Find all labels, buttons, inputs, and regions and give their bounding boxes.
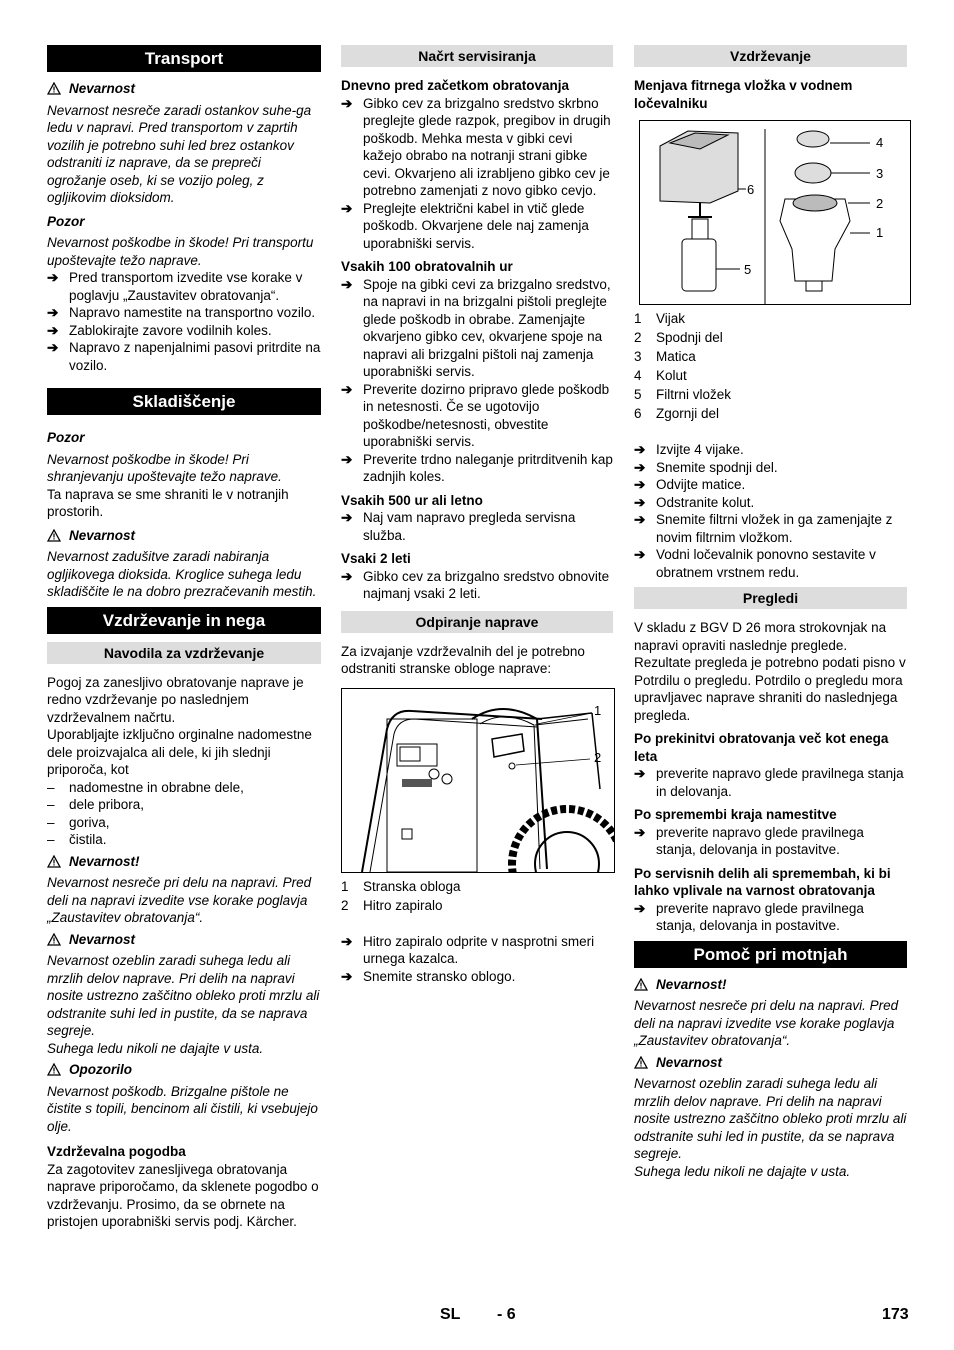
step-item: ➔ preverite napravo glede pravilnega stanja in delovanja. [634,766,904,799]
step-item: ➔ Odvijte matice. [634,477,746,492]
danger-text: Nevarnost ozeblin zaradi suhega ledu ali mrzlih delov naprave. Pri delih na napravi nosite ustrezno zaščitno obleko proti mrzlu ali odstranite suhi led in pustite, da se naprava segreje. [47,953,320,1038]
arrow-icon: ➔ [341,968,353,984]
step-item: ➔ Odstranite kolut. [634,494,755,510]
legend-item: 6 Zgornji del [634,406,720,421]
section-title-care: Vzdrževanje in nega [47,607,321,634]
section-title-storage: Skladiščenje [47,388,321,415]
step-item: ➔ Napravo namestite na transportno vozilo. [47,305,316,320]
figure-callout: 4 [876,135,884,150]
storage-text: Ta naprava se sme shraniti le v notranjih prostorih. [47,486,289,519]
warning-heading: Opozorilo [47,1061,321,1079]
danger-label: Nevarnost [69,527,136,543]
step-item: ➔ Snemite stransko oblogo. [341,968,516,984]
step-item: ➔ Snemite filtrni vložek in ga zamenjajte z novim filtrnim vložkom. [634,512,893,545]
danger-heading: Nevarnost! [47,853,321,871]
arrow-icon: ➔ [634,900,646,916]
danger-text: Nevarnost nesreče pri delu na napravi. Pred deli na napravi izvedite vse korake poglavja „Zaustavitev obratovanja“. [47,875,312,925]
arrow-icon: ➔ [341,200,353,216]
figure-callout: 1 [876,225,884,240]
subsection-title: Pregledi [634,587,907,609]
step-item: ➔ Preverite trdno naleganje pritrditvenih kap zadnjih koles. [341,451,613,484]
step-item: ➔ Pred transportom izvedite vse korake v poglavju „Zaustavitev obratovanja“. [47,270,303,303]
filter-heading: Menjava fitrnega vložka v vodnem ločevalniku [634,78,853,111]
step-item: ➔ Vodni ločevalnik ponovno sestavite v obratnem vrstnem redu. [634,547,876,580]
warning-text: Nevarnost poškodb. Brizgalne pištole ne čistite s topili, bencinom ali čistili, ki vsebujejo olje. [47,1083,318,1134]
step-item: ➔ Spoje na gibki cevi za brizgalno sredstvo, na napravi in na brizgalni pištoli preglejte glede poškodb in obrabe. Zamenjajte okvarjeno gibko cev, okvarjene spoje na napravi ali brizgalni pištoli naj zamenja uporabniški servis. [341,276,611,379]
legend-item: 4 Kolut [634,368,687,383]
section-title-troubleshooting: Pomoč pri motnjah [634,941,907,968]
warning-triangle-icon [47,82,61,95]
interval-heading: Vsakih 100 obratovalnih ur [341,259,513,274]
figure-callout: 6 [747,182,755,197]
step-item: ➔ Gibko cev za brizgalno sredstvo skrbno preglejte glede razpok, pregibov in drugih poškodb. Mehka mesta v gibki cevi kažejo obrabo na notranji strani gibke cevi. Okvarjeno ali izrabljeno gibko cev je potrebno zamenjati z novo gibko cevjo. [341,95,611,198]
arrow-icon: ➔ [47,340,59,355]
danger-text: Nevarnost ozeblin zaradi suhega ledu ali mrzlih delov naprave. Pri delih na napravi nosite ustrezno zaščitno obleko proti mrzlu ali odstranite suhi led in pustite, da se naprava segreje. [634,1076,907,1161]
machine-illustration [342,689,614,872]
warning-triangle-icon [634,1056,648,1069]
legend-item: 1 Stranska obloga [341,878,461,894]
step-item: ➔ Napravo z napenjalnimi pasovi pritrdite na vozilo. [47,340,321,373]
arrow-icon: ➔ [634,766,646,781]
step-item: ➔ Preverite dozirno pripravo glede poškodb in netesnosti. Če se ugotovijo poškodbe/netesnosti, obvestite uporabniški servis. [341,381,610,449]
danger-heading: Nevarnost! [634,976,907,994]
inspection-heading: Po spremembi kraja namestitve [634,807,837,822]
figure-callout: 2 [876,196,884,211]
step-item: ➔ preverite napravo glede pravilnega stanja, delovanja in postavitve. [634,824,864,857]
arrow-icon: ➔ [341,95,353,111]
caution-label: Pozor [47,213,85,229]
figure-callout: 3 [876,166,884,181]
arrow-icon: ➔ [341,510,353,525]
list-item: – dele pribora, [47,797,145,812]
footer-language: SL [440,1306,461,1323]
warning-triangle-icon [47,1063,61,1076]
danger-text: Suhega ledu nikoli ne dajajte v usta. [634,1163,851,1179]
list-item: – čistila. [47,832,107,847]
step-item: ➔ Naj vam napravo pregleda servisna služba. [341,510,576,543]
step-item: ➔ preverite napravo glede pravilnega stanja, delovanja in postavitve. [634,900,864,933]
danger-heading: Nevarnost [47,931,321,949]
subsection-title: Vzdrževanje [634,45,907,67]
step-item: ➔ Izvijte 4 vijake. [634,442,744,457]
figure-callout: 5 [744,262,752,277]
arrow-icon: ➔ [341,276,353,292]
danger-text: Nevarnost nesreče pri delu na napravi. Pred deli na napravi izvedite vse korake poglavja „Zaustavitev obratovanja“. [634,998,899,1048]
arrow-icon: ➔ [47,270,59,285]
caution-text: Nevarnost poškodbe in škode! Pri shranjevanju upoštevajte težo naprave. [47,451,282,484]
step-item: ➔ Zablokirajte zavore vodilnih koles. [47,322,272,338]
interval-heading: Vsakih 500 ur ali letno [341,492,483,508]
care-paragraph-1: Pogoj za zanesljivo obratovanje naprave je redno vzdrževanje po naslednjem vzdrževalnem načrtu. [47,674,304,725]
machine-side-figure [341,688,615,873]
warning-triangle-icon [634,978,648,991]
column-1 [47,45,321,1231]
interval-heading: Dnevno pred začetkom obratovanja [341,78,570,93]
danger-heading: Nevarnost [634,1054,907,1072]
warning-triangle-icon [47,933,61,946]
warning-triangle-icon [47,855,61,868]
arrow-icon: ➔ [634,547,646,562]
inspection-heading: Po servisnih delih ali spremembah, ki bi lahko vplivale na varnost obratovanja [634,865,891,898]
column-3 [634,45,907,1180]
figure-callout: 2 [594,749,602,765]
arrow-icon: ➔ [47,322,59,338]
footer-page-number: 173 [882,1306,909,1323]
inspection-heading: Po prekinitvi obratovanja več kot enega leta [634,731,889,764]
arrow-icon: ➔ [634,824,646,840]
danger-heading [47,527,321,545]
footer-local-page: - 6 [497,1306,516,1323]
column-2 [341,45,613,985]
arrow-icon: ➔ [634,459,646,475]
list-item: – goriva, [47,814,110,830]
legend-item: 5 Filtrni vložek [634,387,732,402]
arrow-icon: ➔ [341,451,353,467]
section-title-transport: Transport [47,45,321,72]
list-item: – nadomestne in obrabne dele, [47,779,244,795]
subsection-title: Navodila za vzdrževanje [47,642,321,664]
arrow-icon: ➔ [341,381,353,397]
care-paragraph-2: Uporabljajte izključno orginalne nadomestne dele proizvajalca ali dele, ki jih slednji priporoča, kot [47,727,312,777]
arrow-icon: ➔ [634,512,646,527]
step-item: ➔ Gibko cev za brizgalno sredstvo obnovite najmanj vsaki 2 leti. [341,568,610,601]
interval-heading: Vsaki 2 leti [341,551,411,566]
danger-text: Suhega ledu nikoli ne dajajte v usta. [47,1040,264,1056]
arrow-icon: ➔ [634,442,646,457]
inspection-text: V skladu z BGV D 26 mora strokovnjak na napravi opraviti naslednje preglede. Rezultate pregleda je potrebno podati pisno v Potrdilu o pregledu. Potrdilo o pregledu mora upravljavec naprave shraniti do naslednjega pregleda. [634,620,906,723]
danger-heading [47,80,321,98]
danger-text: Nevarnost nesreče zaradi ostankov suhe-ga ledu v napravi. Pred transportom v zaprtih vozilih je potrebno suhi led brez ostankov odstraniti iz naprave, da se prepreči ogrožanje oseb, ki se vozijo poleg, z ogljikovim dioksidom. [47,102,312,205]
contract-text: Za zagotovitev zanesljivega obratovanja naprave priporočamo, da sklenete pogodbo o vzdrževanju. Prosimo, da se obrnete na pristojen uporabniški servis podj. Kärcher. [47,1161,319,1229]
legend-item: 3 Matica [634,349,696,364]
arrow-icon: ➔ [341,568,353,584]
danger-text: Nevarnost zadušitve zaradi nabiranja ogljikovega dioksida. Kroglice suhega ledu skladiščite le na dobro prezračevanih mestih. [47,549,317,599]
subsection-title: Odpiranje naprave [341,611,613,633]
arrow-icon: ➔ [341,933,353,949]
arrow-icon: ➔ [47,305,59,320]
step-item: ➔ Preglejte električni kabel in vtič glede poškodb. Okvarjene dele naj zamenja uporabniški servis. [341,200,589,251]
arrow-icon: ➔ [634,494,646,510]
caution-label: Pozor [47,430,85,445]
water-separator-illustration [640,121,910,304]
subsection-title: Načrt servisiranja [341,45,613,67]
water-separator-figure [639,120,911,305]
caution-text: Nevarnost poškodbe in škode! Pri transportu upoštevajte težo naprave. [47,235,314,268]
legend-item: 2 Hitro zapiralo [341,897,443,913]
arrow-icon: ➔ [634,477,646,492]
danger-label: Nevarnost [69,81,136,96]
figure-callout: 1 [594,702,602,718]
contract-heading: Vzdrževalna pogodba [47,1144,186,1159]
legend-item: 2 Spodnji del [634,330,723,345]
step-item: ➔ Snemite spodnji del. [634,459,778,475]
legend-item: 1 Vijak [634,311,686,326]
step-item: ➔ Hitro zapiralo odprite v nasprotni smeri urnega kazalca. [341,933,595,966]
open-text: Za izvajanje vzdrževalnih del je potrebno odstraniti stranske obloge naprave: [341,643,585,676]
warning-triangle-icon [47,529,61,542]
